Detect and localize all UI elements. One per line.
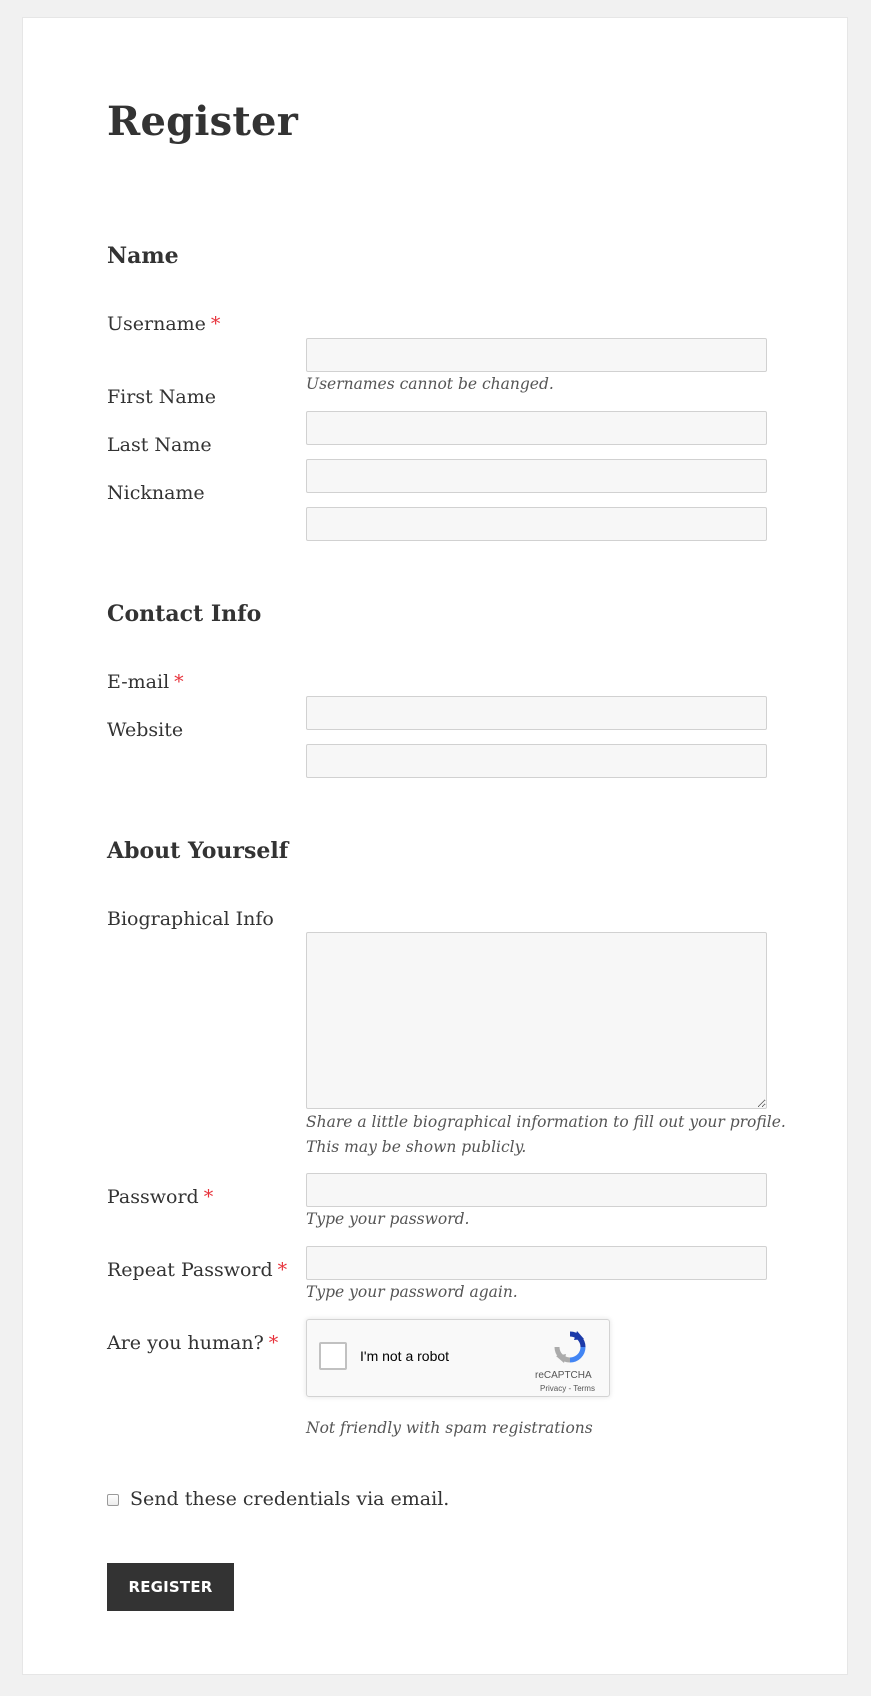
password-label bbox=[107, 1186, 213, 1208]
repeat-password-input[interactable] bbox=[306, 1246, 767, 1280]
username-label bbox=[107, 313, 220, 335]
username-help: Usernames cannot be changed. bbox=[306, 375, 554, 393]
register-button[interactable]: REGISTER bbox=[107, 1563, 234, 1611]
repeat-password-help: Type your password again. bbox=[306, 1283, 518, 1301]
recaptcha-brand: reCAPTCHA bbox=[535, 1370, 592, 1381]
required-marker: * bbox=[174, 671, 184, 693]
recaptcha-links[interactable]: Privacy - Terms bbox=[540, 1384, 595, 1393]
bio-label: Biographical Info bbox=[107, 908, 274, 930]
section-heading-name: Name bbox=[107, 243, 179, 269]
required-marker: * bbox=[268, 1332, 279, 1354]
email-label-text: E-mail bbox=[107, 671, 170, 693]
email-input[interactable] bbox=[306, 696, 767, 730]
first-name-input[interactable] bbox=[306, 411, 767, 445]
recaptcha-widget bbox=[306, 1319, 610, 1397]
page-title: Register bbox=[107, 98, 298, 145]
password-label-text: Password bbox=[107, 1186, 199, 1208]
bio-help-line2: This may be shown publicly. bbox=[306, 1138, 527, 1156]
website-input[interactable] bbox=[306, 744, 767, 778]
email-label bbox=[107, 671, 184, 693]
website-label: Website bbox=[107, 719, 184, 741]
bio-textarea[interactable] bbox=[306, 932, 767, 1109]
required-marker: * bbox=[277, 1259, 288, 1281]
repeat-password-label-text: Repeat Password bbox=[107, 1259, 273, 1281]
bio-help-line1: Share a little biographical information to fill out your profile. bbox=[306, 1113, 786, 1131]
captcha-label bbox=[107, 1332, 278, 1354]
captcha-help: Not friendly with spam registrations bbox=[306, 1419, 593, 1437]
username-input[interactable] bbox=[306, 338, 767, 372]
password-input[interactable] bbox=[306, 1173, 767, 1207]
required-marker: * bbox=[210, 313, 221, 335]
last-name-input[interactable] bbox=[306, 459, 767, 493]
nickname-label: Nickname bbox=[107, 482, 205, 504]
section-heading-about: About Yourself bbox=[107, 838, 289, 864]
section-heading-contact: Contact Info bbox=[107, 601, 262, 627]
repeat-password-label bbox=[107, 1259, 287, 1281]
recaptcha-checkbox[interactable] bbox=[319, 1342, 347, 1370]
send-credentials-checkbox[interactable] bbox=[107, 1494, 119, 1506]
username-label-text: Username bbox=[107, 313, 206, 335]
nickname-input[interactable] bbox=[306, 507, 767, 541]
captcha-label-text: Are you human? bbox=[107, 1332, 264, 1354]
registration-card bbox=[22, 17, 848, 1675]
password-help: Type your password. bbox=[306, 1210, 470, 1228]
recaptcha-label: I'm not a robot bbox=[360, 1348, 450, 1364]
send-credentials-label[interactable]: Send these credentials via email. bbox=[130, 1488, 450, 1510]
first-name-label: First Name bbox=[107, 386, 216, 408]
recaptcha-logo-icon bbox=[553, 1330, 587, 1364]
required-marker: * bbox=[203, 1186, 214, 1208]
last-name-label: Last Name bbox=[107, 434, 212, 456]
